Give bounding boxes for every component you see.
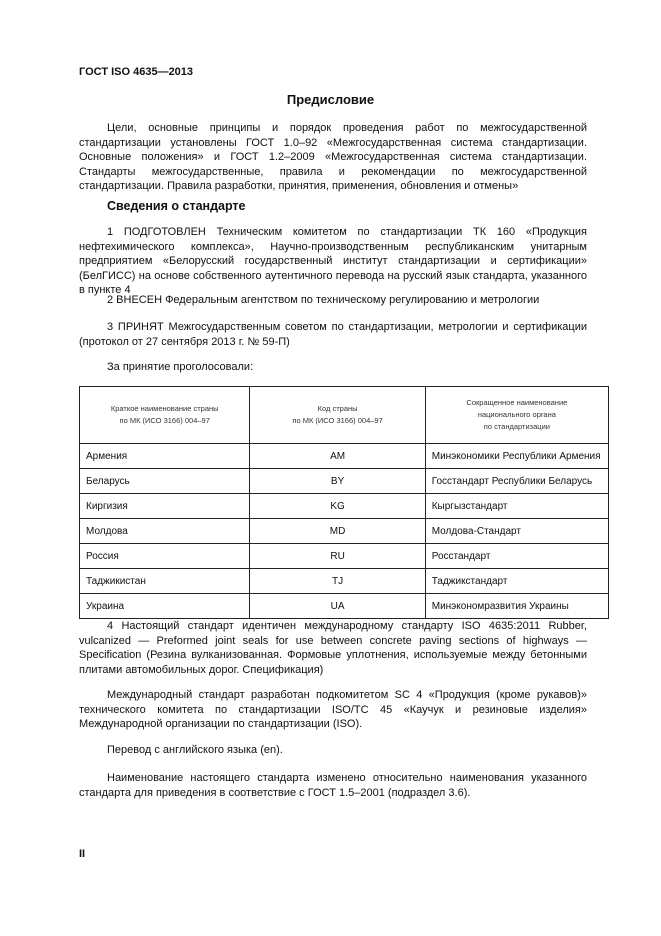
table-header-code [250,387,425,444]
country-cell: Россия [80,544,250,569]
voting-table [79,386,609,619]
country-cell: Украина [80,594,250,619]
country-cell: Молдова [80,519,250,544]
table-row [80,444,609,469]
body-cell: Минэкономики Республики Армения [425,444,608,469]
country-cell: Армения [80,444,250,469]
name-change-paragraph: Наименование настоящего стандарта изменено относительно наименования указанного стандарта для приведения в соответствие с ГОСТ 1.5–2001 (подраздел 3.6). [79,772,587,799]
header-line: Краткое наименование страны [110,404,219,413]
body-cell: Госстандарт Республики Беларусь [425,469,608,494]
code-cell: UA [250,594,425,619]
translation-paragraph: Перевод с английского языка (en). [107,744,283,756]
page-title: Предисловие [286,92,375,107]
body-cell: Минэкономразвития Украины [425,594,608,619]
body-cell: Кыргызстандарт [425,494,608,519]
table-row [80,494,609,519]
header-line: Сокращенное наименование [466,398,568,407]
table-row [80,594,609,619]
country-cell: Беларусь [80,469,250,494]
item-3-paragraph: 3 ПРИНЯТ Межгосударственным советом по стандартизации, метрологии и сертификации (протокол от 27 сентября 2013 г. № 59-П) [79,321,587,348]
table-row [80,469,609,494]
table-row [80,544,609,569]
table-header-row [80,387,609,444]
code-cell: TJ [250,569,425,594]
country-cell: Таджикистан [80,569,250,594]
intl-standard-paragraph: Международный стандарт разработан подкомитетом SC 4 «Продукция (кроме рукавов)» технического комитета по стандартизации ISO/TC 45 «Каучук и резиновые изделия» Международной организации по стандартизации (ISO). [79,689,587,730]
header-line: Код страны [317,404,358,413]
code-cell: RU [250,544,425,569]
body-cell: Росстандарт [425,544,608,569]
item-4-paragraph: 4 Настоящий стандарт идентичен международному стандарту ISO 4635:2011 Rubber, vulcanized — Preformed joint seals for use between concrete paving sections of highways — Specification (Резина вулканизованная. Формовые уплотнения, используемые между бетонными плитами автомобильных дорог. Спецификация) [79,620,587,676]
section-title: Сведения о стандарте [107,199,246,213]
table-header-country [80,387,250,444]
code-cell: AM [250,444,425,469]
table-row [80,569,609,594]
votes-label: За принятие проголосовали: [107,361,254,373]
item-1-paragraph: 1 ПОДГОТОВЛЕН Техническим комитетом по стандартизации ТК 160 «Продукция нефтехимического комплекса», Научно-производственным республиканским унитарным предприятием «Белорусский государственный институт стандартизации и сертификации» (БелГИСС) на основе собственного аутентичного перевода на русский язык стандарта, указанного в пункте 4 [79,226,587,296]
code-cell: MD [250,519,425,544]
header-line: по МК (ИСО 3166) 004–97 [119,416,210,425]
body-cell: Таджикстандарт [425,569,608,594]
item-2-paragraph: 2 ВНЕСЕН Федеральным агентством по техническому регулированию и метрологии [107,294,540,306]
document-header: ГОСТ ISO 4635—2013 [79,66,194,78]
table-row [80,519,609,544]
table-header-body [425,387,608,444]
country-cell: Киргизия [80,494,250,519]
header-line: национального органа [477,410,556,419]
code-cell: KG [250,494,425,519]
code-cell: BY [250,469,425,494]
body-cell: Молдова-Стандарт [425,519,608,544]
page-number: II [79,848,86,860]
header-line: по стандартизации [483,422,550,431]
header-line: по МК (ИСО 3166) 004–97 [292,416,383,425]
intro-paragraph: Цели, основные принципы и порядок проведения работ по межгосударственной стандартизации установлены ГОСТ 1.0–92 «Межгосударственная система стандартизации. Основные положения» и ГОСТ 1.2–2009 «Межгосударственная система стандартизации. Стандарты межгосударственные, правила и рекомендации по межгосударственной стандартизации. Правила разработки, принятия, применения, обновления и отмены» [79,122,587,192]
